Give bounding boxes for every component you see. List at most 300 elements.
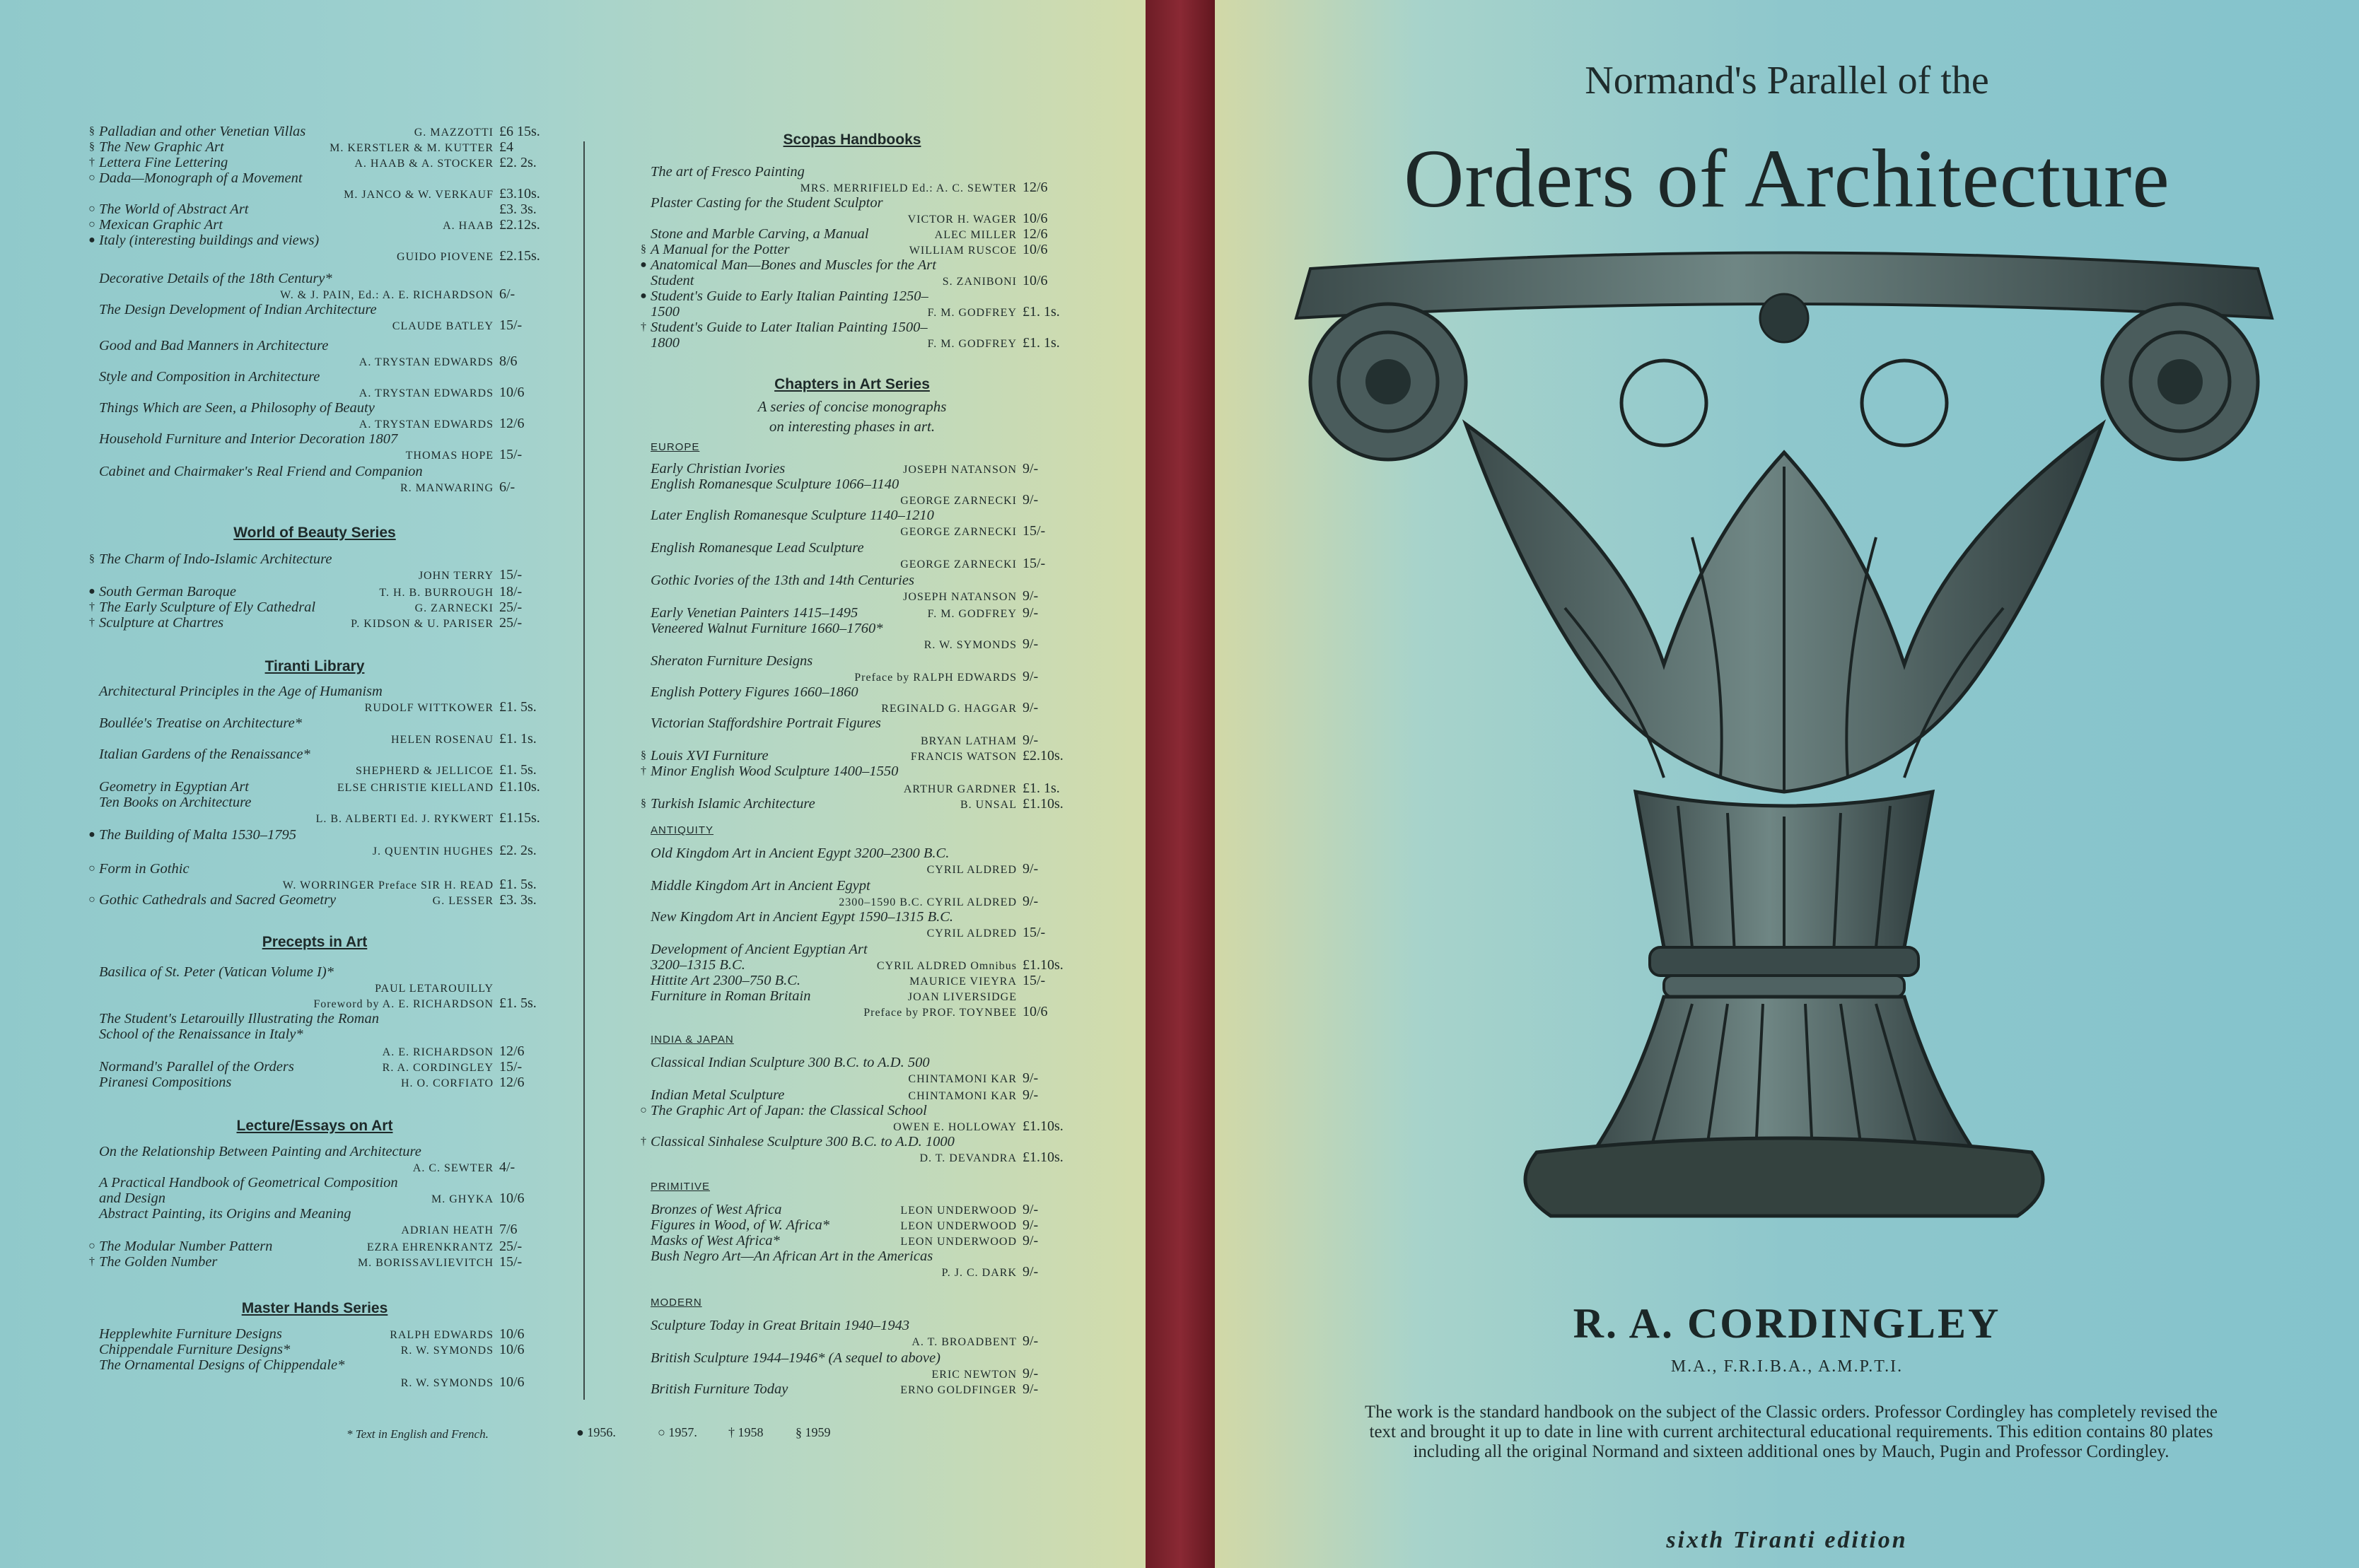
year-marker: † — [641, 321, 646, 333]
book-price: 10/6 — [499, 385, 525, 400]
book-author: W. WORRINGER Preface SIR H. READ — [282, 879, 494, 891]
book-meta — [397, 248, 544, 264]
catalogue-entry — [85, 233, 544, 249]
catalogue-entry — [85, 369, 544, 385]
book-title: Sculpture at Chartres — [99, 615, 224, 631]
catalogue-entry — [85, 1059, 544, 1075]
year-marker: † — [89, 156, 95, 168]
book-price: £1. 1s. — [499, 731, 537, 747]
book-meta — [419, 567, 544, 583]
book-meta — [924, 636, 1068, 653]
catalogue-entry — [636, 588, 1068, 604]
catalogue-entry — [85, 810, 544, 826]
year-marker: ○ — [88, 218, 95, 230]
book-author: A. E. RICHARDSON — [382, 1046, 494, 1058]
book-title: Early Venetian Painters 1415–1495 — [651, 605, 858, 621]
catalogue-entry — [85, 892, 544, 908]
book-author: M. JANCO & W. VERKAUF — [344, 189, 494, 201]
book-author: GEORGE ZARNECKI — [900, 526, 1017, 538]
cover-blurb: The work is the standard handbook on the subject of the Classic orders. Professor Cordingley has completely revised the text and brought it up to date in line with current architectural educational requirements. This edition contains 80 plates including all the original Normand and sixteen additional ones by Mauch, Pugin and Professor Cordingley. — [1365, 1403, 2218, 1461]
footnote: * Text in English and French. — [346, 1427, 489, 1441]
book-title: Development of Ancient Egyptian Art — [651, 942, 868, 957]
book-price: 9/- — [1023, 1087, 1039, 1103]
legend-symbol: ○ — [658, 1425, 665, 1439]
book-meta — [911, 1333, 1068, 1350]
book-price: £3. 3s. — [499, 892, 537, 908]
catalogue-entry — [636, 540, 1068, 556]
book-author: Preface by PROF. TOYNBEE — [863, 1007, 1017, 1019]
year-marker: ○ — [640, 1104, 647, 1116]
book-title: Geometry in Egyptian Art — [99, 779, 249, 795]
catalogue-entry — [636, 715, 1068, 732]
book-title: Good and Bad Manners in Architecture — [99, 338, 329, 353]
book-price: 9/- — [1023, 1217, 1039, 1233]
book-author: ALEC MILLER — [934, 229, 1017, 241]
book-title: The Golden Number — [99, 1254, 218, 1270]
book-author: CLAUDE BATLEY — [392, 320, 494, 332]
category-heading: INDIA & JAPAN — [651, 1034, 734, 1046]
book-title: The Ornamental Designs of Chippendale* — [99, 1357, 345, 1373]
book-price: 12/6 — [499, 1043, 525, 1059]
book-price: £2.12s. — [499, 217, 540, 233]
catalogue-entry — [85, 843, 544, 859]
book-author: P. KIDSON & U. PARISER — [351, 618, 494, 630]
book-price: 10/6 — [499, 1190, 525, 1206]
catalogue-entry — [85, 302, 544, 318]
book-author: R. W. SYMONDS — [400, 1345, 494, 1357]
catalogue-entry — [85, 1326, 544, 1342]
year-marker: ● — [640, 290, 647, 302]
year-marker: § — [89, 553, 95, 565]
book-price: 9/- — [1023, 1070, 1039, 1086]
legend-1957 — [658, 1425, 697, 1440]
book-price: £1.10s. — [1023, 796, 1064, 812]
book-spine — [1146, 0, 1215, 1568]
book-meta — [908, 211, 1068, 227]
legend-year: 1958 — [738, 1425, 764, 1439]
catalogue-entry — [636, 164, 1068, 180]
catalogue-entry — [636, 1004, 1068, 1020]
book-author: D. T. DEVANDRA — [919, 1152, 1017, 1164]
catalogue-entry — [636, 846, 1068, 862]
book-author: S. ZANIBONI — [942, 276, 1017, 288]
book-author: A. C. SEWTER — [412, 1162, 494, 1174]
book-price: 9/- — [1023, 1381, 1039, 1397]
catalogue-entry — [85, 995, 544, 1012]
year-marker: § — [641, 797, 646, 809]
book-price: 12/6 — [499, 416, 525, 431]
book-title: Indian Metal Sculpture — [651, 1087, 785, 1103]
year-marker: ○ — [88, 862, 95, 874]
catalogue-entry — [636, 700, 1068, 716]
catalogue-entry — [636, 1333, 1068, 1350]
book-author: M. BORISSAVLIEVITCH — [357, 1257, 494, 1269]
book-title: Gothic Cathedrals and Sacred Geometry — [99, 892, 337, 908]
book-author: F. M. GODFREY — [927, 608, 1017, 620]
book-author: LEON UNDERWOOD — [900, 1236, 1017, 1248]
catalogue-entry — [636, 320, 1068, 336]
year-marker: § — [641, 243, 646, 255]
book-author: B. UNSAL — [960, 799, 1017, 811]
book-title: A Practical Handbook of Geometrical Composition — [99, 1175, 398, 1190]
catalogue-entry — [636, 796, 1068, 812]
book-meta — [359, 416, 544, 432]
book-price: 25/- — [499, 1239, 523, 1254]
book-meta — [927, 925, 1068, 941]
book-price: 9/- — [1023, 1264, 1039, 1280]
book-author: A. HAAB — [443, 220, 494, 232]
legend-year: 1959 — [805, 1425, 831, 1439]
catalogue-entry — [636, 1055, 1068, 1071]
book-author: CYRIL ALDRED — [926, 928, 1017, 940]
book-meta — [928, 605, 1068, 621]
book-meta — [391, 731, 544, 747]
book-title: Piranesi Compositions — [99, 1075, 232, 1090]
catalogue-entry — [85, 139, 544, 156]
book-meta — [932, 1366, 1068, 1382]
book-title: Dada—Monograph of a Movement — [99, 170, 303, 186]
book-title: Plaster Casting for the Student Sculptor — [651, 195, 883, 211]
book-author: G. MAZZOTTI — [414, 127, 494, 139]
catalogue-entry — [85, 1342, 544, 1358]
book-title: Later English Romanesque Sculpture 1140–1210 — [651, 508, 934, 523]
book-title: Household Furniture and Interior Decoration 1807 — [99, 431, 398, 447]
book-title: Lettera Fine Lettering — [99, 155, 228, 170]
catalogue-entry — [636, 180, 1068, 196]
catalogue-entry — [636, 211, 1068, 227]
catalogue-entry — [85, 762, 544, 778]
book-meta — [900, 523, 1068, 539]
book-price: 9/- — [1023, 700, 1039, 715]
book-meta — [927, 861, 1068, 877]
catalogue-entry — [636, 195, 1068, 211]
book-price: £2. 2s. — [499, 843, 537, 858]
book-author: R. A. CORDINGLEY — [382, 1062, 494, 1074]
book-price: 10/6 — [1023, 1004, 1048, 1019]
book-price: £1.10s. — [499, 779, 540, 795]
catalogue-entry — [636, 273, 1068, 289]
book-meta — [379, 584, 544, 600]
book-meta — [359, 353, 544, 370]
book-price: £3. 3s. — [499, 201, 537, 217]
book-meta — [908, 988, 1068, 1005]
catalogue-entry — [636, 508, 1068, 524]
book-title: Early Christian Ivories — [651, 461, 786, 476]
cover-title: Orders of Architecture — [1404, 132, 2170, 225]
book-author: JOHN TERRY — [418, 570, 494, 582]
catalogue-entry — [85, 464, 544, 480]
book-meta — [283, 877, 544, 893]
book-price: 9/- — [1023, 1233, 1039, 1248]
book-title: Figures in Wood, of W. Africa* — [651, 1217, 830, 1233]
book-author: HELEN ROSENAU — [391, 734, 494, 746]
book-meta — [280, 286, 544, 303]
catalogue-entry — [636, 909, 1068, 925]
catalogue-entry — [85, 1159, 544, 1176]
year-marker: § — [89, 141, 95, 153]
book-meta — [415, 599, 544, 616]
book-author: A. TRYSTAN EDWARDS — [359, 419, 494, 431]
catalogue-entry — [636, 492, 1068, 508]
book-author: H. O. CORFIATO — [400, 1077, 494, 1089]
book-title: English Romanesque Sculpture 1066–1140 — [651, 476, 899, 492]
book-meta — [330, 139, 544, 156]
year-marker: ● — [88, 234, 95, 246]
book-meta — [942, 1264, 1068, 1280]
book-author: GEORGE ZARNECKI — [900, 558, 1017, 571]
catalogue-entry — [85, 248, 544, 264]
book-title: English Pottery Figures 1660–1860 — [651, 684, 858, 700]
book-author: SHEPHERD & JELLICOE — [356, 765, 494, 777]
catalogue-entry — [85, 1357, 544, 1374]
year-marker: † — [641, 765, 646, 777]
catalogue-entry — [636, 942, 1068, 958]
book-meta — [373, 843, 544, 859]
book-price: 25/- — [499, 599, 523, 615]
catalogue-entry — [85, 1075, 544, 1091]
book-price: 10/6 — [1023, 273, 1048, 288]
catalogue-entry — [85, 338, 544, 354]
book-price: 10/6 — [1023, 242, 1048, 257]
catalogue-entry — [85, 317, 544, 334]
book-title: School of the Renaissance in Italy* — [99, 1026, 303, 1042]
book-price: £1. 5s. — [499, 877, 537, 892]
book-author: R. MANWARING — [400, 482, 494, 494]
book-title: A Manual for the Potter — [651, 242, 790, 257]
book-author: CYRIL ALDRED — [926, 864, 1017, 876]
book-price: 9/- — [1023, 861, 1039, 877]
book-title: and Design — [99, 1190, 165, 1206]
book-author: MAURICE VIEYRA — [909, 976, 1017, 988]
catalogue-entry — [636, 861, 1068, 877]
book-price: £2. 2s. — [499, 155, 537, 170]
book-meta — [414, 124, 544, 140]
catalogue-entry — [85, 201, 544, 218]
book-price: 10/6 — [1023, 211, 1048, 226]
book-meta — [928, 304, 1068, 320]
book-author: M. GHYKA — [431, 1193, 494, 1205]
book-price: 9/- — [1023, 894, 1039, 909]
catalogue-entry — [636, 476, 1068, 493]
book-meta — [390, 1326, 544, 1342]
book-title: Student — [651, 273, 694, 288]
legend-symbol: ● — [576, 1425, 584, 1439]
book-meta — [909, 242, 1068, 258]
book-author: ERNO GOLDFINGER — [900, 1384, 1017, 1396]
catalogue-entry — [636, 1087, 1068, 1104]
book-author: CHINTAMONI KAR — [908, 1090, 1017, 1102]
cover-author: R. A. CORDINGLEY — [1573, 1300, 2001, 1347]
book-title: 3200–1315 B.C. — [651, 957, 745, 973]
book-title: The art of Fresco Painting — [651, 164, 805, 180]
book-author: ERIC NEWTON — [931, 1369, 1017, 1381]
book-title: Masks of West Africa* — [651, 1233, 780, 1248]
book-price: 10/6 — [499, 1326, 525, 1342]
book-price: 9/- — [1023, 636, 1039, 652]
book-title: Middle Kingdom Art in Ancient Egypt — [651, 878, 870, 894]
catalogue-entry — [85, 1239, 544, 1255]
year-marker: † — [641, 1135, 646, 1147]
front-cover — [1215, 0, 2359, 1568]
catalogue-entry — [85, 747, 544, 763]
book-meta — [383, 1043, 544, 1060]
book-title: The Building of Malta 1530–1795 — [99, 827, 297, 843]
catalogue-entry — [636, 605, 1068, 621]
catalogue-entry — [636, 1248, 1068, 1265]
catalogue-entry — [636, 1202, 1068, 1218]
category-heading: EUROPE — [651, 441, 700, 453]
book-author: A. HAAB & A. STOCKER — [354, 158, 494, 170]
catalogue-entry — [85, 567, 544, 583]
book-author: T. H. B. BURROUGH — [379, 587, 494, 599]
catalogue-entry — [85, 699, 544, 715]
catalogue-entry — [85, 186, 544, 202]
year-marker: † — [89, 601, 95, 613]
book-title: The Charm of Indo-Islamic Architecture — [99, 551, 332, 567]
book-meta — [359, 385, 544, 401]
catalogue-entry — [636, 988, 1068, 1005]
book-title: On the Relationship Between Painting and Architecture — [99, 1144, 421, 1159]
book-title: English Romanesque Lead Sculpture — [651, 540, 864, 556]
book-price: £2.15s. — [499, 248, 540, 264]
catalogue-entry — [636, 636, 1068, 653]
book-title: Palladian and other Venetian Villas — [99, 124, 306, 139]
book-meta — [919, 1149, 1068, 1166]
category-heading: MODERN — [651, 1297, 702, 1309]
catalogue-entry — [636, 780, 1068, 797]
catalogue-entry — [636, 1217, 1068, 1234]
book-price: 15/- — [499, 567, 523, 583]
catalogue-entry — [636, 653, 1068, 669]
book-author: ARTHUR GARDNER — [903, 783, 1017, 795]
back-cover — [0, 0, 1146, 1568]
book-title: Ten Books on Architecture — [99, 795, 252, 810]
catalogue-entry — [85, 615, 544, 631]
book-price: £1. 5s. — [499, 699, 537, 715]
book-meta — [900, 1233, 1068, 1249]
catalogue-entry — [85, 217, 544, 233]
book-author: LEON UNDERWOOD — [900, 1220, 1017, 1232]
catalogue-entry — [85, 1011, 544, 1027]
catalogue-entry — [85, 599, 544, 616]
catalogue-entry — [636, 973, 1068, 989]
book-meta — [367, 1239, 544, 1255]
book-author: JOSEPH NATANSON — [903, 464, 1017, 476]
catalogue-entry — [636, 957, 1068, 973]
year-marker: ● — [88, 829, 95, 841]
catalogue-entry — [85, 551, 544, 568]
book-price: 9/- — [1023, 1366, 1039, 1381]
book-title: Turkish Islamic Architecture — [651, 796, 815, 812]
book-title: Bronzes of West Africa — [651, 1202, 782, 1217]
book-meta — [392, 317, 544, 334]
book-price: 6/- — [499, 286, 516, 302]
catalogue-entry — [85, 479, 544, 496]
book-author: G. LESSER — [432, 895, 494, 907]
book-title: Hepplewhite Furniture Designs — [99, 1326, 282, 1342]
catalogue-entry — [85, 584, 544, 600]
catalogue-entry — [85, 980, 544, 996]
book-meta — [909, 973, 1068, 989]
book-author: THOMAS HOPE — [405, 450, 494, 462]
book-author: RALPH EDWARDS — [390, 1329, 494, 1341]
catalogue-entry — [85, 1043, 544, 1060]
book-meta — [401, 1374, 544, 1391]
catalogue-entry — [85, 779, 544, 795]
catalogue-entry — [85, 731, 544, 747]
catalogue-entry — [636, 242, 1068, 258]
book-meta — [313, 995, 544, 1012]
book-meta — [893, 1118, 1068, 1135]
catalogue-entry — [85, 795, 544, 811]
book-title: Things Which are Seen, a Philosophy of Beauty — [99, 400, 375, 416]
book-author: EZRA EHRENKRANTZ — [366, 1241, 494, 1253]
year-marker: § — [641, 749, 646, 761]
book-price: £1. 5s. — [499, 995, 537, 1011]
book-meta — [316, 810, 544, 826]
legend-symbol: § — [796, 1425, 802, 1439]
catalogue-entry — [85, 155, 544, 171]
book-price: 15/- — [1023, 973, 1046, 988]
book-meta — [904, 780, 1068, 797]
catalogue-entry — [636, 1233, 1068, 1249]
book-author: L. B. ALBERTI Ed. J. RYKWERT — [315, 813, 494, 825]
book-meta — [935, 226, 1068, 242]
book-title: The Student's Letarouilly Illustrating the Roman — [99, 1011, 379, 1026]
book-author: CHINTAMONI KAR — [908, 1073, 1017, 1085]
year-marker: ○ — [88, 172, 95, 184]
year-marker: § — [89, 125, 95, 137]
catalogue-entry — [636, 669, 1068, 685]
catalogue-entry — [85, 271, 544, 287]
book-author: R. W. SYMONDS — [924, 639, 1017, 651]
book-meta — [908, 1070, 1068, 1087]
book-price: £1.10s. — [1023, 1118, 1064, 1134]
catalogue-entry — [636, 1381, 1068, 1398]
book-title: Decorative Details of the 18th Century* — [99, 271, 332, 286]
book-price: £1. 1s. — [1023, 304, 1060, 320]
catalogue-entry — [636, 288, 1068, 305]
book-title: Abstract Painting, its Origins and Meaning — [99, 1206, 351, 1222]
cover-edition: sixth Tiranti edition — [1666, 1527, 1908, 1553]
book-title: Stone and Marble Carving, a Manual — [651, 226, 869, 242]
book-title: The Early Sculpture of Ely Cathedral — [99, 599, 316, 615]
book-author: RUDOLF WITTKOWER — [364, 702, 494, 714]
book-meta — [921, 732, 1068, 749]
catalogue-entry — [636, 257, 1068, 274]
book-author: W. & J. PAIN, Ed.: A. E. RICHARDSON — [280, 289, 494, 301]
book-meta — [900, 556, 1068, 572]
book-price: 9/- — [1023, 732, 1039, 748]
book-meta — [356, 762, 544, 778]
book-title: Classical Indian Sculpture 300 B.C. to A.D. 500 — [651, 1055, 930, 1070]
legend-1958 — [728, 1425, 764, 1440]
book-meta — [494, 201, 544, 217]
book-author: J. QUENTIN HUGHES — [372, 846, 494, 858]
book-meta — [365, 699, 544, 715]
book-author: A. TRYSTAN EDWARDS — [359, 356, 494, 368]
book-meta — [900, 1217, 1068, 1234]
book-price: 15/- — [499, 1059, 523, 1075]
book-price: 9/- — [1023, 605, 1039, 621]
catalogue-entry — [85, 286, 544, 303]
year-marker: ● — [88, 585, 95, 597]
book-title: Furniture in Roman Britain — [651, 988, 811, 1004]
book-title: Hittite Art 2300–750 B.C. — [651, 973, 801, 988]
catalogue-entry — [85, 1254, 544, 1270]
catalogue-entry — [636, 1103, 1068, 1119]
series-heading: Chapters in Art Series — [774, 376, 930, 392]
